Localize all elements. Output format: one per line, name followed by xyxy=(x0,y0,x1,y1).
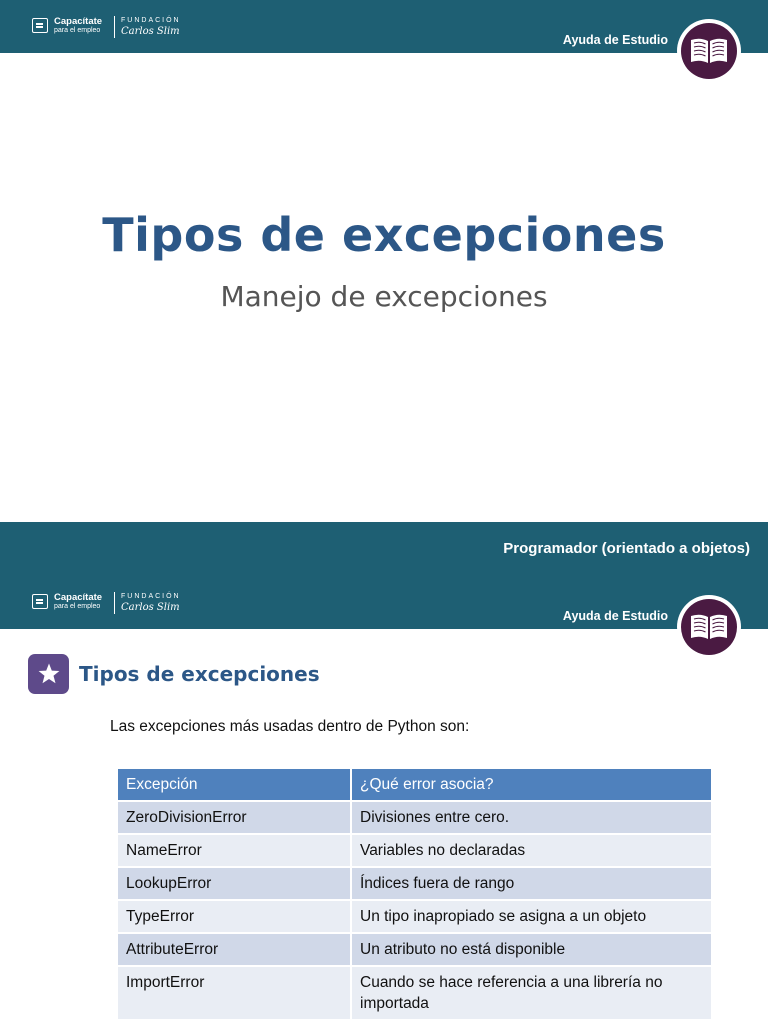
exceptions-table xyxy=(118,769,711,1019)
top-header-bar xyxy=(0,576,768,629)
study-help-label: Ayuda de Estudio xyxy=(562,609,668,623)
logo-sub: para el empleo xyxy=(54,27,101,34)
table-row xyxy=(118,966,711,1019)
exception-name: ZeroDivisionError xyxy=(118,801,351,834)
table-row xyxy=(118,801,711,834)
exception-name: ImportError xyxy=(118,966,351,1019)
cover-subtitle: Manejo de excepciones xyxy=(220,280,548,313)
exception-description: Variables no declaradas xyxy=(351,834,711,867)
table-row xyxy=(118,933,711,966)
table-row xyxy=(118,834,711,867)
column-header-error: ¿Qué error asocia? xyxy=(351,769,711,801)
exception-name: LookupError xyxy=(118,867,351,900)
content-slide xyxy=(0,576,768,1024)
book-icon xyxy=(689,36,729,66)
exception-name: TypeError xyxy=(118,900,351,933)
table-header-row xyxy=(118,769,711,801)
exception-description: Un tipo inapropiado se asigna a un objeto xyxy=(351,900,711,933)
book-icon xyxy=(689,612,729,642)
section-title: Tipos de excepciones xyxy=(79,662,320,686)
logo-divider xyxy=(114,16,115,38)
intro-text: Las excepciones más usadas dentro de Python son: xyxy=(110,718,470,735)
cover-title: Tipos de excepciones xyxy=(102,208,666,262)
logo-divider xyxy=(114,592,115,614)
exception-description: Un atributo no está disponible xyxy=(351,933,711,966)
logo-foundation-name: Carlos Slim xyxy=(121,602,180,613)
logo-brand: Capacítate xyxy=(54,16,103,27)
exception-description: Divisiones entre cero. xyxy=(351,801,711,834)
pencil-note-icon xyxy=(32,18,48,33)
logo-brand: Capacítate xyxy=(54,592,103,603)
exception-description: Índices fuera de rango xyxy=(351,867,711,900)
logo-foundation-name: Carlos Slim xyxy=(121,26,180,37)
top-header-bar xyxy=(0,0,768,53)
logo-sub: para el empleo xyxy=(54,603,101,610)
exception-description: Cuando se hace referencia a una librería no importada xyxy=(351,966,711,1019)
column-header-exception: Excepción xyxy=(118,769,351,801)
table-row xyxy=(118,867,711,900)
study-badge xyxy=(677,595,741,659)
table-row xyxy=(118,900,711,933)
star-icon xyxy=(37,662,61,686)
course-bar xyxy=(0,522,768,576)
study-help-label: Ayuda de Estudio xyxy=(562,33,668,47)
logo-foundation: FUNDACIÓN xyxy=(121,17,181,24)
star-badge xyxy=(28,654,69,694)
logo-foundation: FUNDACIÓN xyxy=(121,593,181,600)
exception-name: AttributeError xyxy=(118,933,351,966)
exception-name: NameError xyxy=(118,834,351,867)
study-badge xyxy=(677,19,741,83)
pencil-note-icon xyxy=(32,594,48,609)
course-name: Programador (orientado a objetos) xyxy=(503,540,750,557)
